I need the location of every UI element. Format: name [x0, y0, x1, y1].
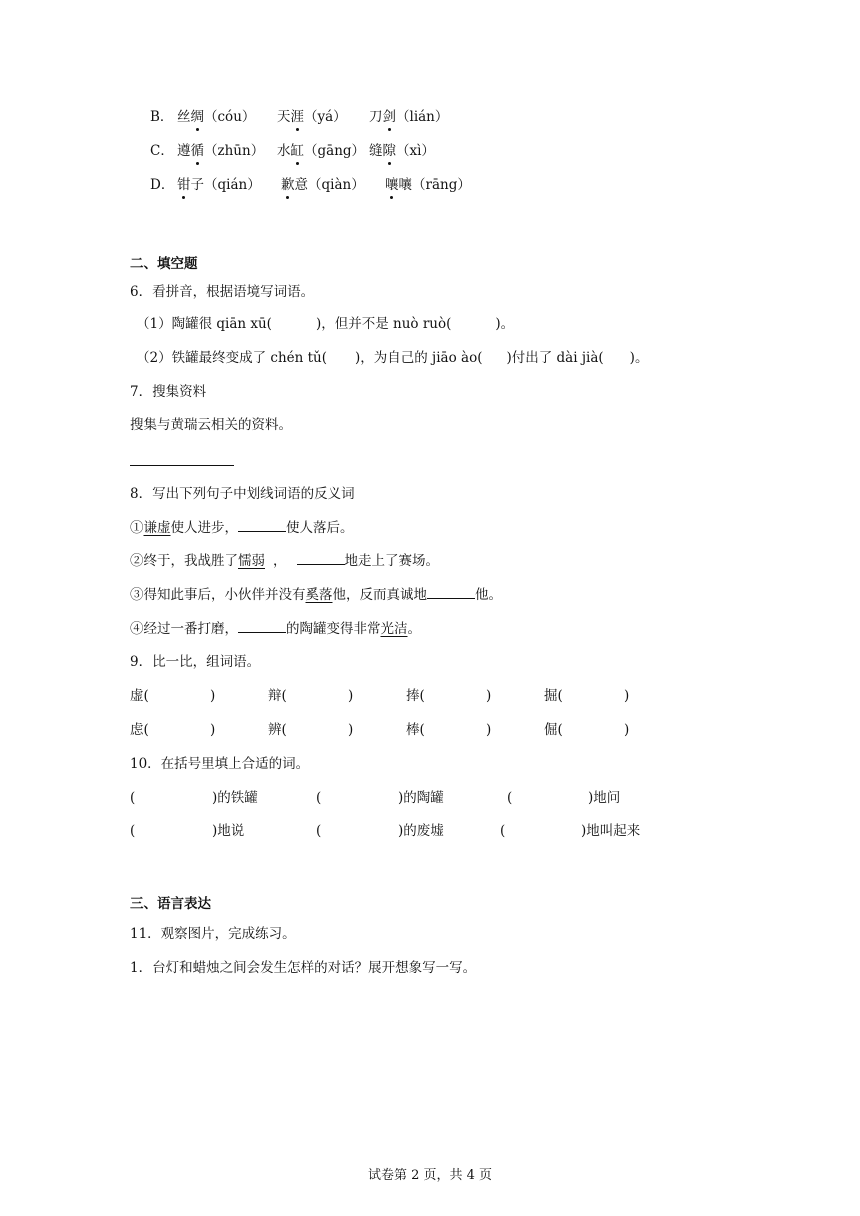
close-paren: ) [486, 688, 492, 704]
dotted-character: 涯 [290, 109, 304, 125]
dotted-character: 循 [190, 143, 204, 159]
option-letter: D． [150, 177, 175, 193]
option-word: 水缸（gāng） [277, 143, 366, 159]
option-word: 遵循（zhūn） [177, 143, 265, 159]
open-paren: ( [500, 823, 506, 839]
option-word: 天涯（yá） [277, 109, 347, 125]
blank [238, 619, 286, 633]
compare-word-cell: 掘( [544, 688, 563, 704]
question-6-line-1: （1）陶罐很 qiān xū( )，但并不是 nuò ruò( )。 [136, 316, 515, 332]
dotted-character: 剑 [382, 109, 396, 125]
open-paren: ( [316, 823, 322, 839]
option-word: 丝绸（cóu） [177, 109, 256, 125]
open-paren: ( [507, 790, 513, 806]
close-paren: ) [348, 722, 354, 738]
option-row [150, 108, 173, 126]
dotted-character: 隙 [382, 143, 396, 159]
compare-word-cell: 虑( [130, 722, 149, 738]
option-row [150, 176, 174, 194]
compare-word-cell: 虚( [130, 688, 149, 704]
close-paren: ) [624, 722, 630, 738]
dotted-character: 缸 [290, 143, 304, 159]
option-row [150, 142, 174, 160]
option-word: 缝隙（xì） [369, 143, 435, 159]
question-8-sentence-4: ④经过一番打磨， 的陶罐变得非常光洁。 [130, 621, 421, 637]
open-paren: ( [130, 823, 136, 839]
question-8-stem: 8．写出下列句子中划线词语的反义词 [130, 486, 355, 502]
question-11-sub-1: 1．台灯和蜡烛之间会发生怎样的对话？展开想象写一写。 [130, 960, 477, 976]
question-7-stem: 7．搜集资料 [130, 384, 207, 400]
dotted-character: 歉 [281, 177, 295, 193]
fill-phrase: )的陶罐 [398, 790, 444, 806]
fill-phrase: )地问 [588, 790, 621, 806]
option-word: 嚷嚷（rāng） [385, 177, 471, 193]
question-6-line-2: （2）铁罐最终变成了 chén tǔ( )，为自己的 jiāo ào( )付出了 dài jià( )。 [136, 350, 649, 366]
fill-phrase: )地叫起来 [581, 823, 641, 839]
page-footer: 试卷第 2 页，共 4 页 [367, 1168, 493, 1183]
close-paren: ) [624, 688, 630, 704]
answer-line [130, 465, 234, 466]
option-letter: B． [150, 109, 174, 125]
option-word: 歉意（qiàn） [281, 177, 365, 193]
open-paren: ( [316, 790, 322, 806]
dotted-character: 绸 [190, 109, 204, 125]
option-word: 钳子（qián） [177, 177, 261, 193]
section-title-language-expression: 三、语言表达 [130, 896, 211, 912]
blank [297, 551, 345, 565]
close-paren: ) [486, 722, 492, 738]
blank [238, 518, 286, 532]
question-8-sentence-1: ①谦虚使人进步， 使人落后。 [130, 520, 354, 536]
question-8-sentence-2: ②终于，我战胜了懦弱 ， 地走上了赛场。 [130, 553, 439, 569]
question-11-stem: 11．观察图片，完成练习。 [130, 926, 296, 942]
question-10-stem: 10．在括号里填上合适的词。 [130, 756, 310, 772]
close-paren: ) [210, 722, 216, 738]
compare-word-cell: 辨( [268, 722, 287, 738]
compare-word-cell: 捧( [406, 688, 425, 704]
option-letter: C． [150, 143, 174, 159]
fill-phrase: )的废墟 [398, 823, 444, 839]
section-title-fill-blank: 二、填空题 [130, 256, 198, 272]
dotted-character: 嚷 [385, 177, 399, 193]
question-6-stem: 6．看拼音，根据语境写词语。 [130, 284, 315, 300]
compare-word-cell: 棒( [406, 722, 425, 738]
close-paren: ) [348, 688, 354, 704]
question-9-stem: 9．比一比，组词语。 [130, 654, 261, 670]
dotted-character: 钳 [177, 177, 191, 193]
compare-word-cell: 辩( [268, 688, 287, 704]
fill-phrase: )的铁罐 [212, 790, 258, 806]
fill-phrase: )地说 [212, 823, 245, 839]
option-word: 刀剑（lián） [369, 109, 449, 125]
question-8-sentence-3: ③得知此事后，小伙伴并没有奚落他，反而真诚地 他。 [130, 587, 502, 603]
close-paren: ) [210, 688, 216, 704]
question-7-body: 搜集与黄瑞云相关的资料。 [130, 417, 292, 433]
blank [427, 585, 475, 599]
open-paren: ( [130, 790, 136, 806]
compare-word-cell: 倔( [544, 722, 563, 738]
